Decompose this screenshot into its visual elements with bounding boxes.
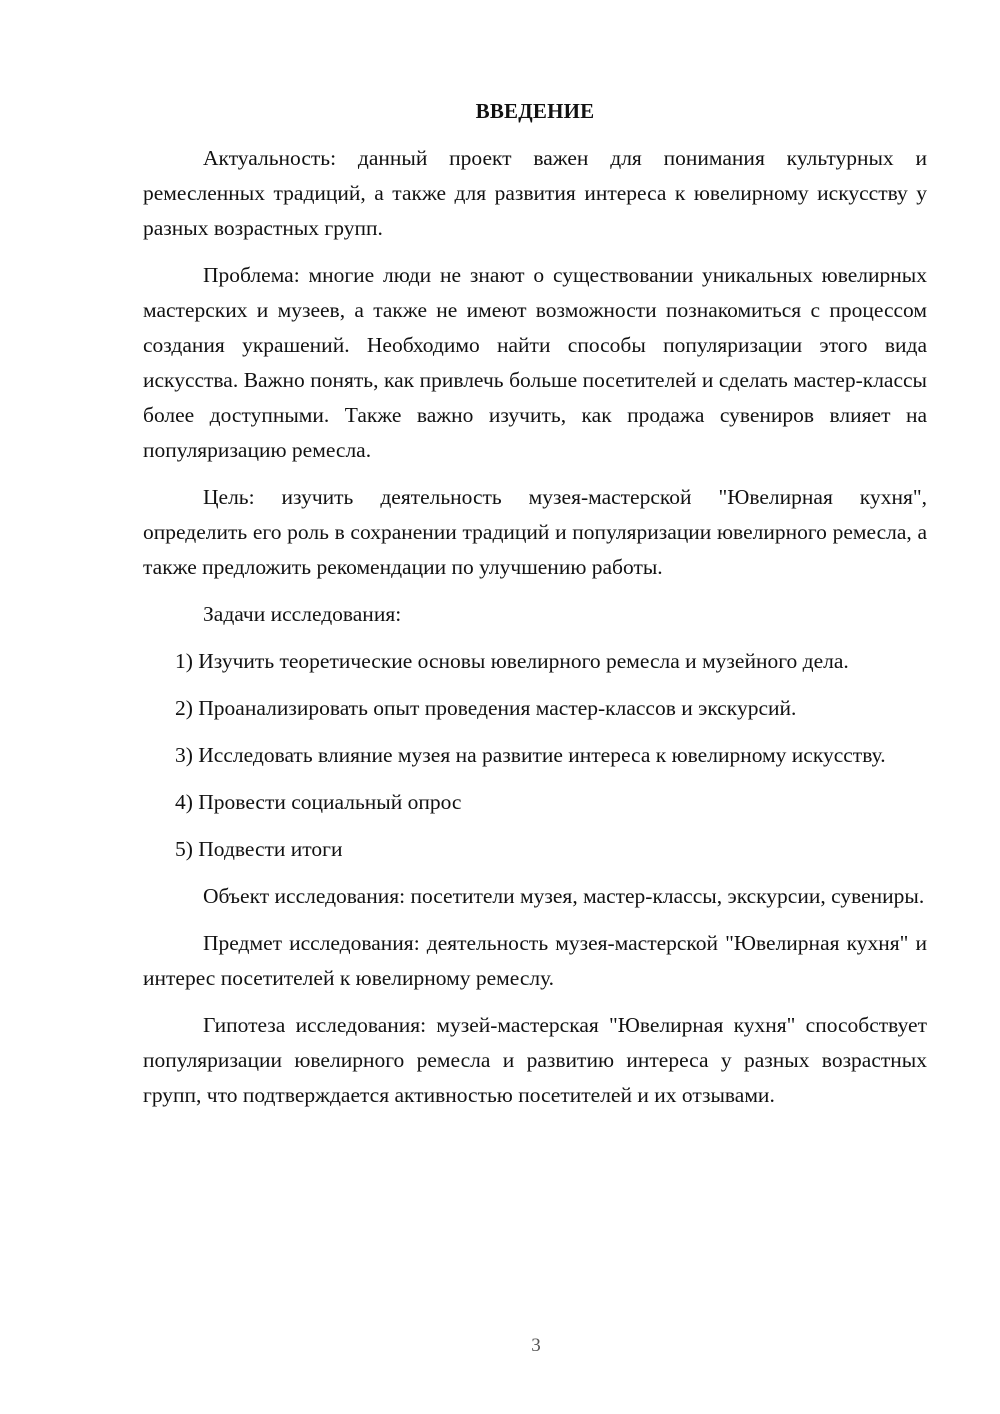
paragraph-goal: Цель: изучить деятельность музея-мастерской "Ювелирная кухня", определить его роль в сохранении традиций и популяризации ювелирного ремесла, а также предложить рекомендации по улучшению работы. [143, 485, 927, 579]
task-item-3: 3) Исследовать влияние музея на развитие интереса к ювелирному искусству. [175, 743, 886, 767]
task-item-5: 5) Подвести итоги [175, 837, 343, 861]
task-item-2: 2) Проанализировать опыт проведения мастер-классов и экскурсий. [175, 696, 797, 720]
page-number: 3 [531, 1335, 541, 1356]
page-content [143, 96, 927, 1125]
paragraph-relevance: Актуальность: данный проект важен для понимания культурных и ремесленных традиций, а также для развития интереса к ювелирному искусству у разных возрастных групп. [143, 146, 927, 240]
paragraph-object: Объект исследования: посетители музея, мастер-классы, экскурсии, сувениры. [203, 884, 925, 908]
paragraph-hypothesis: Гипотеза исследования: музей-мастерская "Ювелирная кухня" способствует популяризации ювелирного ремесла и развитию интереса у разных возрастных групп, что подтверждается активностью посетителей и их отзывами. [143, 1013, 927, 1107]
task-item-4: 4) Провести социальный опрос [175, 790, 462, 814]
paragraph-tasks-heading: Задачи исследования: [203, 602, 402, 626]
paragraph-problem: Проблема: многие люди не знают о существовании уникальных ювелирных мастерских и музеев, а также не имеют возможности познакомиться с процессом создания украшений. Необходимо найти способы популяризации этого вида искусства. Важно понять, как привлечь больше посетителей и сделать мастер-классы более доступными. Также важно изучить, как продажа сувениров влияет на популяризацию ремесла. [143, 263, 927, 462]
task-item-1: 1) Изучить теоретические основы ювелирного ремесла и музейного дела. [175, 649, 849, 673]
paragraph-subject: Предмет исследования: деятельность музея-мастерской "Ювелирная кухня" и интерес посетителей к ювелирному ремеслу. [143, 931, 927, 990]
section-title: ВВЕДЕНИЕ [475, 99, 595, 123]
